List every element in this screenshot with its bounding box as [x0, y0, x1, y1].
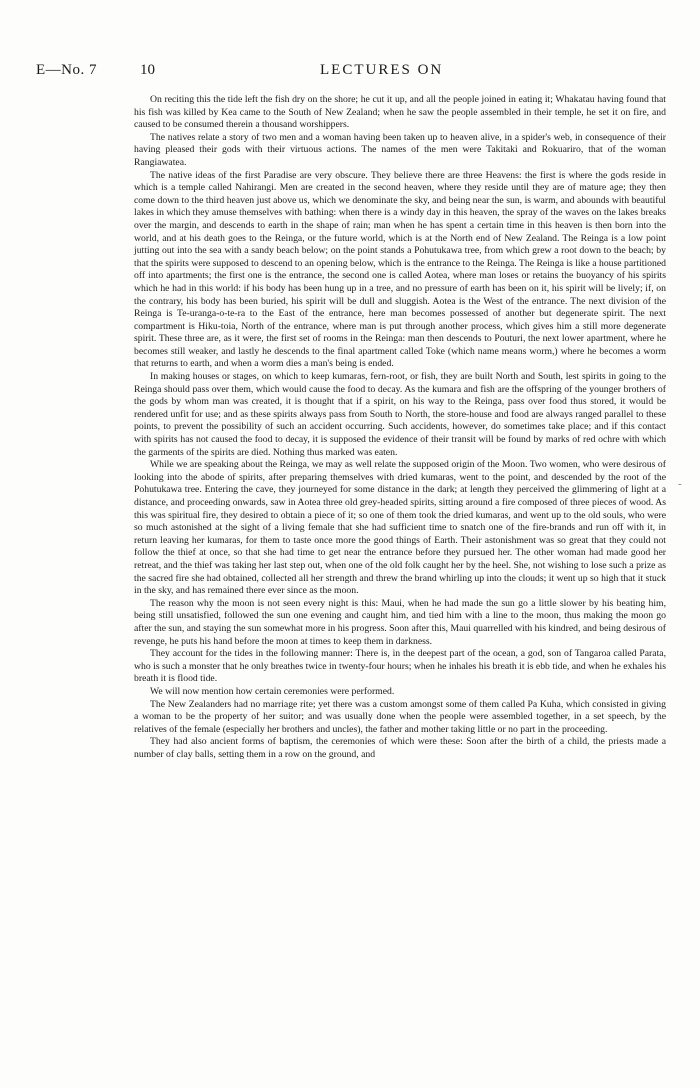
paragraph: The natives relate a story of two men and a woman having been taken up to heaven alive, in a spider's web, in consequence of their having pleased their gods with their virtuous actions. The names of the men were Takitaki and Rokuariro, that of the woman Rangiawatea. [134, 131, 666, 168]
series-number: E—No. 7 [36, 62, 97, 78]
paragraph: They had also ancient forms of baptism, the ceremonies of which were these: Soon after the birth of a child, the priests made a number of clay balls, setting them in a row on the ground, and [134, 736, 666, 760]
paragraph: On reciting this the tide left the fish dry on the shore; he cut it up, and all the people joined in eating it; Whakatau having found that his fish was killed by Kea came to the South of New Zealand; when he saw the people assembled in their temple, he set it on fire, and caused to be consumed therein a thousand worshippers. [134, 94, 666, 131]
running-title: LECTURES ON [320, 62, 444, 78]
body-text [134, 94, 666, 761]
paragraph: The reason why the moon is not seen every night is this: Maui, when he had made the sun go a little slower by his beating him, being still unsatisfied, followed the sun one evening and caught him, and tied him with a line to the moon, thus making the moon go after the sun, and staying the sun somewhat more in his progress. Soon after this, Maui quarrelled with his kindred, and being desirous of revenge, he puts his hand before the moon at times to keep them in darkness. [134, 597, 666, 647]
paragraph: In making houses or stages, on which to keep kumaras, fern-root, or fish, they are built North and South, lest spirits in going to the Reinga should pass over them, which would cause the food to decay. As the kumara and fish are the offspring of the younger brothers of the gods by whom man was created, it is thought that if a spirit, on his way to the Reinga, pass over food thus stored, it would be rendered unfit for use; and as these spirits always pass from South to North, the store-house and food are always ranged parallel to these points, to prevent the possibility of such an accident occurring. Such accidents, however, do sometimes take place; and if this contact with spirits has not caused the food to decay, it is supposed the evidence of their transit will be found by marks of red ochre with which the garments of the spirits are died. Nothing thus marked was eaten. [134, 371, 666, 458]
page-number: 10 [140, 62, 155, 78]
paragraph: We will now mention how certain ceremonies were performed. [150, 685, 395, 697]
paragraph: The New Zealanders had no marriage rite; yet there was a custom amongst some of them called Pa Kuha, which consisted in giving a woman to be the property of her suitor; and was usually done when the people were assembled together, in a set speech, by the relatives of the female (especially her brothers and uncles), the father and mother taking little or no part in the proceeding. [134, 698, 666, 735]
paragraph: The native ideas of the first Paradise are very obscure. They believe there are three Heavens: the first is where the gods reside in which is a temple called Nahirangi. Men are created in the second heaven, where they reside until they are of mature age; they then come down to the third heaven just above us, which we denominate the sky, and being near the sun, is warm, and abounds with beautiful lakes in which they amuse themselves with bathing: when there is a windy day in this heaven, the spray of the waves on the lakes breaks over the margin, and descends to earth in the shape of rain; man when he has spent a certain time in this heaven is then born into the world, and at his death goes to the Reinga, or the future world, which is at the North end of New Zealand. The Reinga is a low point jutting out into the sea with a sandy beach below; on the point stands a Pohutukawa tree, from which grew a root down to the beach; by that the spirits were supposed to descend to an opening below, which is the entrance to the Reinga. The Reinga is like a house partitioned off into apartments; the first one is the entrance, the second one is called Aotea, where man loses or retains the buoyancy of his spirits which he had in this world: if his body has been hung up in a tree, and no pressure of earth has been on it, his spirit will be lively; if, on the contrary, his body has been buried, his spirit will be dull and sluggish. Aotea is the West of the entrance. The next division of the Reinga is Te-uranga-o-te-ra to the East of the entrance, here man becomes possessed of another but degenerate spirit. The next compartment is Hiku-toia, North of the entrance, where man is put through another process, which gives him a still more degenerate spirit. These three are, as it were, the first set of rooms in the Reinga: man then descends to Pouturi, the next lower apartment, where he becomes still weaker, and lastly he descends to the final apartment called Toke (which name means worm,) where he becomes a worm that returns to earth, and when a worm dies a man's being is ended. [134, 169, 666, 370]
paragraph: While we are speaking about the Reinga, we may as well relate the supposed origin of the Moon. Two women, who were desirous of looking into the abode of spirits, after preparing themselves with dried kumaras, went to the point, and descended by the root of the Pohutukawa tree. Entering the cave, they journeyed for some distance in the dark; at length they perceived the glimmering of light at a distance, and proceeding onwards, saw in Aotea three old grey-headed spirits, sitting around a fire composed of three pieces of wood. As this was spiritual fire, they desired to obtain a piece of it; so one of them took the dried kumaras, and went up to the old souls, who were so much astonished at the sight of a living female that she had sufficient time to snatch one of the fire-brands and run off with it, in return leaving her kumaras, for them to taste once more the good things of Earth. Their astonishment was so great that they could not follow the thief at once, so that she had time to get near the entrance before they pursued her. The other woman had made good her retreat, and the thief was taking her last step out, when one of the old folk caught her by the heel. She, not wishing to lose such a prize as the sacred fire she had obtained, collected all her strength and threw the brand whirling up into the clouds; it went up so high that it stuck in the sky, and has remained there ever since as the moon. [134, 459, 666, 597]
page-header [0, 62, 700, 84]
paragraph: They account for the tides in the following manner: There is, in the deepest part of the ocean, a god, son of Tangaroa called Parata, who is such a monster that he only breathes twice in twenty-four hours; when he inhales his breath it is ebb tide, and when he exhales his breath it is flood tide. [134, 648, 666, 685]
margin-mark: - [678, 478, 682, 490]
